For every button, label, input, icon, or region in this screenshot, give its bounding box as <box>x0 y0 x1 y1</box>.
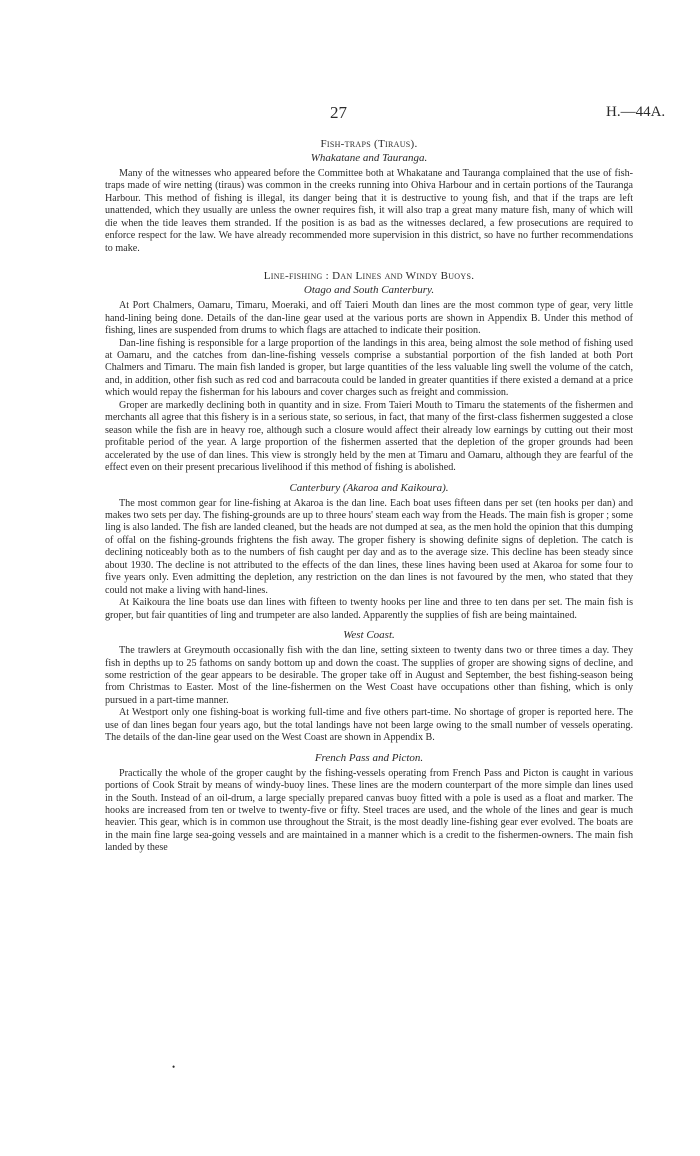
text-column <box>105 137 633 855</box>
section-subheading-whakatane: Whakatane and Tauranga. <box>310 152 428 164</box>
paragraph: The most common gear for line-fishing at Akaroa is the dan line. Each boat uses fifteen dans per set (ten hooks per dan) and makes two sets per day. The fishing-grounds are up to three hours' steam each way from the Heads. The main fish is groper ; some ling is also landed. The fish are landed cleaned, but the heads are not dumped at sea, as the men hold the opinion that this dumping of offal on the fishing-grounds frightens the fish away. The groper fishery is showing definite signs of depletion. The catch is declining noticeably both as to the numbers of fish caught per day and as to the average size. This decline has been steady since about 1930. The decline is not attributed to the effects of the dan lines, these lines having been used at Akaroa for some four to five years only. Even admitting the depletion, any restriction on the dan lines is not favoured by the men, who stated that they could not make a living with hand-lines. <box>105 497 633 596</box>
paragraph: At Port Chalmers, Oamaru, Timaru, Moeraki, and off Taieri Mouth dan lines are the most common type of gear, very little hand-lining being done. Details of the dan-line gear used at the various ports are shown in Appendix B. Under this method of fishing, lines are suspended from drums to which flags are attached to indicate their position. <box>105 300 633 337</box>
ink-speck-mark: • <box>172 1062 176 1072</box>
paragraph: The trawlers at Greymouth occasionally fish with the dan line, setting sixteen to twenty dans two or three times a day. They fish in depths up to 25 fathoms on sandy bottom up and down the coast. The supplies of groper are showing signs of decline, and some restriction of the gear appears to be desirable. The groper take off in August and September, the best fishing-season being from Christmas to Easter. Most of the line-fishermen on the West Coast have occupations other than fishing, which is only pursued in a part-time manner. <box>105 645 633 706</box>
section-subheading-french-pass: French Pass and Picton. <box>314 751 424 764</box>
paragraph: Many of the witnesses who appeared before the Committee both at Whakatane and Tauranga complained that the use of fish-traps made of wire netting (tiraus) was common in the creeks running into Ohiva Harbour and in certain portions of the Tauranga Harbour. This method of fishing is illegal, its danger being that it is destructive to young fish, and that if the traps are left unattended, which they usually are unless the owner requires fish, it will also trap a great many mature fish, many of which will die when the tide leaves them stranded. If the position is as bad as the witnesses declared, a few prosecutions are required to enforce respect for the law. We have already recommended more supervision in this district, so have no further recommendations to make. <box>105 168 633 254</box>
section-heading-line-fishing: Line-fishing : Dan Lines and Windy Buoys. <box>263 270 475 283</box>
document-reference: H.—44A. <box>606 104 666 120</box>
page-number: 27 <box>330 103 347 122</box>
section-subheading-otago: Otago and South Canterbury. <box>303 284 435 297</box>
paragraph: At Kaikoura the line boats use dan lines with fifteen to twenty hooks per line and three to ten dans per set. The main fish is groper, but fair quantities of ling and trumpeter are also landed. Apparently the supplies of fish are being maintained. <box>105 597 633 621</box>
paragraph: At Westport only one fishing-boat is working full-time and five others part-time. No shortage of groper is reported here. The use of dan lines began four years ago, but the total landings have not been large owing to the small number of vessels operating. The details of the dan-line gear used on the West Coast are shown in Appendix B. <box>105 707 633 744</box>
paragraph: Practically the whole of the groper caught by the fishing-vessels operating from French Pass and Picton is caught in various portions of Cook Strait by means of windy-buoy lines. These lines are the modern counterpart of the more simple dan lines used in the South. Instead of an oil-drum, a large specially prepared canvas buoy fitted with a pole is used as a float and marker. The hooks are increased from ten or twelve to twenty-five or fifty. Steel traces are used, and the whole of the lines and gear is much heavier. This gear, which is in common use throughout the Strait, is the most deadly line-fishing gear ever evolved. The boats are in the main fine large sea-going vessels and are maintained in a manner which is a credit to the fishermen-owners. The main fish landed by these <box>105 767 633 854</box>
paragraph: Groper are markedly declining both in quantity and in size. From Taieri Mouth to Timaru the statements of the fishermen and merchants all agree that this fishery is in a serious state, so serious, in fact, that many of the first-class fishermen suggested a close season while the fish are in heavy roe, although such a closure would affect their already low earnings by cutting out their most profitable period of the year. A large proportion of the fishermen asserted that the depletion of the groper grounds had been accelerated by the use of dan lines. This view is strongly held by the men at Timaru and Oamaru, although they are fearful of the effect even on their present precarious livelihood if this method of fishing is abolished. <box>105 399 633 474</box>
section-subheading-west-coast: West Coast. <box>343 629 395 642</box>
section-heading-fish-traps: Fish-traps (Tiraus). <box>320 138 418 150</box>
paragraph: Dan-line fishing is responsible for a large proportion of the landings in this area, being almost the sole method of fishing used at Oamaru, and the catches from dan-line-fishing vessels comprise a substantial porportion of the fish landed at both Port Chalmers and Timaru. The main fish landed is groper, but large quantities of the less valuable ling swell the volume of the catch, and, in addition, other fish such as red cod and barracouta could be landed in greater quantities if there existed a demand at a price which would repay the fisherman for his labours and cover charges such as freight and commission. <box>105 337 633 399</box>
section-subheading-canterbury: Canterbury (Akaroa and Kaikoura). <box>289 481 449 494</box>
